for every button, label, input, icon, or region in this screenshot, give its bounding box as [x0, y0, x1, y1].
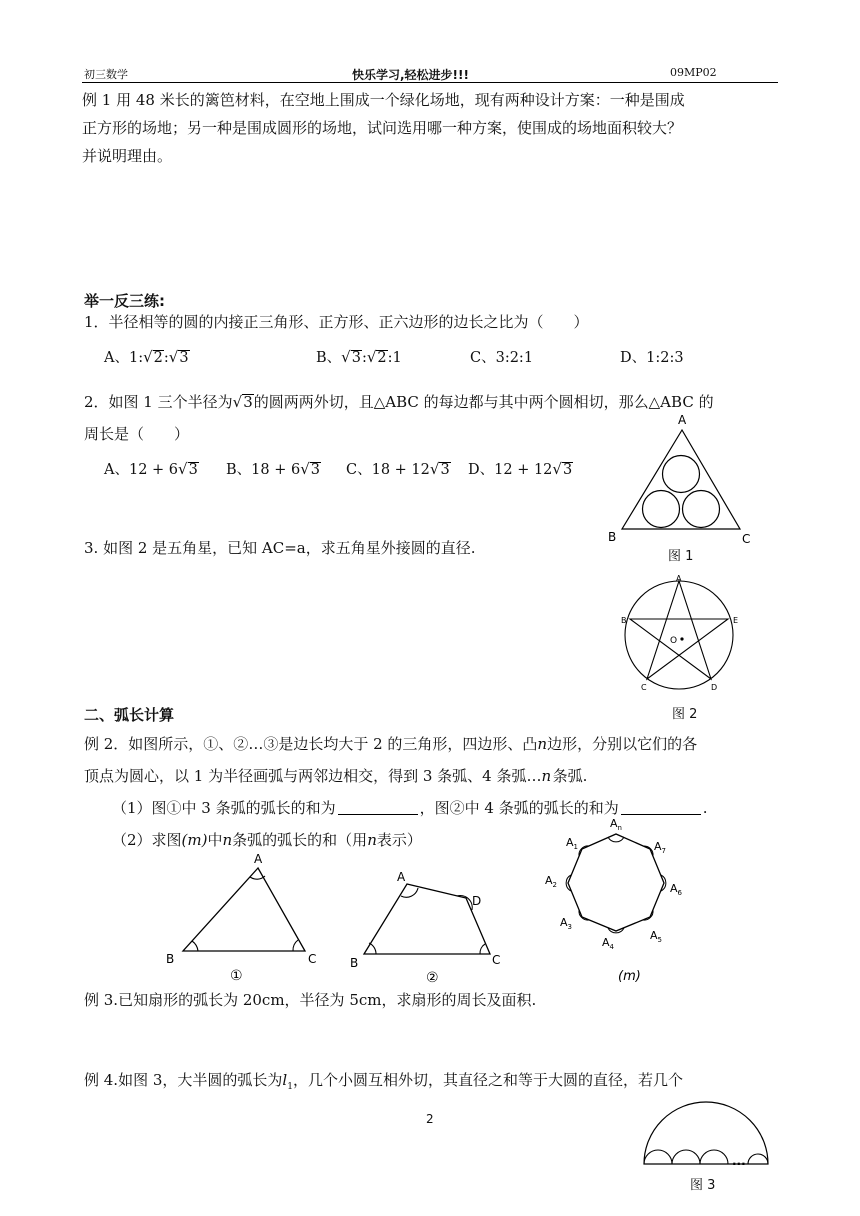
fig1-caption: 图 1 — [668, 549, 694, 564]
q1-option-b: B、√3:√2:1 — [316, 348, 402, 366]
q1-text: 1．半径相等的圆的内接正三角形、正方形、正六边形的边长之比为（ ） — [84, 313, 589, 331]
practice-title: 举一反三练: — [84, 292, 165, 310]
tri-arc-b — [192, 941, 198, 951]
figure-3 — [636, 1098, 776, 1170]
tri-shape — [183, 868, 305, 951]
q2-text-line2: 周长是（ ） — [84, 425, 190, 443]
poly-shape — [568, 834, 664, 931]
poly-label-a5: $A_5$ — [650, 929, 662, 944]
fig1-circle-left — [643, 491, 680, 528]
poly-arc-an — [608, 837, 624, 842]
header-rule — [82, 82, 778, 83]
poly-label-a3: $A_3$ — [560, 916, 572, 931]
quad-label-a: A — [397, 870, 406, 884]
tri-arc-c — [293, 940, 298, 951]
figure-2 — [614, 572, 744, 696]
header-slogan: 快乐学习,轻松进步!!! — [352, 68, 469, 82]
fig3-caption: 图 3 — [690, 1178, 716, 1193]
fig3-small-semicircle-1 — [644, 1150, 672, 1164]
example1-line3: 并说明理由。 — [82, 147, 173, 165]
example2-sub2: （2）求图(m)中n条弧的弧长的和（用n表示） — [112, 831, 422, 849]
poly-label-a1: $A_1$ — [566, 836, 578, 851]
q2-option-c: C、18 + 12√3 — [346, 460, 450, 478]
figure-polygon — [536, 810, 696, 986]
example2-line1: 例 2．如图所示，①、②…③是边长均大于 2 的三角形，四边形、凸n边形，分别以它们的各 — [84, 735, 698, 753]
fig2-star — [630, 581, 728, 679]
fig2-label-a: A — [676, 574, 682, 583]
fig2-caption: 图 2 — [672, 707, 698, 722]
example2-line2: 顶点为圆心，以 1 为半径画弧与两邻边相交，得到 3 条弧、4 条弧…n 条弧. — [84, 767, 588, 785]
fig2-label-b: B — [621, 616, 627, 625]
quad-label-b: B — [350, 956, 359, 970]
fig2-circle — [625, 581, 733, 689]
poly-label-a7: $A_7$ — [654, 840, 666, 855]
header-code: 09MP02 — [670, 66, 717, 79]
poly-label-an: $A_n$ — [610, 817, 622, 832]
q2-option-b: B、18 + 6√3 — [226, 460, 320, 478]
example1-line2: 正方形的场地；另一种是围成圆形的场地，试问选用哪一种方案，使围成的场地面积较大？ — [82, 119, 683, 137]
figure-triangle — [160, 848, 330, 984]
tri-caption: ① — [230, 968, 243, 984]
q2-option-a: A、12 + 6√3 — [104, 460, 198, 478]
fig3-small-semicircle-3 — [700, 1150, 728, 1164]
quad-label-d: D — [472, 894, 482, 908]
quad-arc-c — [480, 944, 485, 954]
fig2-center-dot — [680, 637, 683, 640]
example3-text: 例 3.已知扇形的弧长为 20cm，半径为 5cm，求扇形的周长及面积. — [84, 991, 537, 1009]
q3-text: 3. 如图 2 是五角星，已知 AC=a，求五角星外接圆的直径. — [84, 539, 476, 557]
q1-option-a: A、1:√2:√3 — [104, 348, 189, 366]
q1-option-c: C、3:2:1 — [470, 350, 534, 366]
fig3-dots: ... — [732, 1154, 746, 1168]
section2-title: 二、弧长计算 — [84, 706, 175, 724]
poly-caption: (m) — [618, 969, 641, 984]
fig1-circle-right — [683, 491, 720, 528]
poly-arc-a3 — [579, 910, 589, 920]
figure-quadrilateral — [344, 866, 514, 986]
tri-label-c: C — [308, 952, 317, 966]
fig1-label-b: B — [608, 530, 617, 544]
poly-label-a4: $A_4$ — [602, 936, 614, 951]
tri-label-b: B — [166, 952, 175, 966]
q1-option-d: D、1:2:3 — [620, 350, 684, 366]
quad-label-c: C — [492, 953, 501, 967]
fig3-small-semicircle-2 — [672, 1150, 700, 1164]
example4-text: 例 4.如图 3，大半圆的弧长为$l_1$，几个小圆互相外切，其直径之和等于大圆的直径，若几个 — [84, 1071, 683, 1092]
page-number: 2 — [426, 1112, 434, 1126]
poly-label-a6: $A_6$ — [670, 882, 682, 897]
poly-arc-a5 — [643, 910, 653, 920]
tri-label-a: A — [254, 852, 263, 866]
fig2-label-c: C — [641, 683, 647, 692]
q2-text-line1: 2．如图 1 三个半径为√3的圆两两外切，且△ABC 的每边都与其中两个圆相切，那么△ABC 的 — [84, 393, 714, 411]
poly-label-a2: $A_2$ — [545, 874, 557, 889]
fig2-label-e: E — [733, 616, 739, 625]
fig1-label-c: C — [742, 532, 751, 546]
fig2-label-o: O — [670, 636, 678, 646]
quad-caption: ② — [426, 970, 439, 986]
fig1-circle-top — [663, 456, 700, 493]
header-subject: 初三数学 — [84, 68, 128, 81]
fig1-label-a: A — [678, 413, 687, 427]
example2-sub1: （1）图①中 3 条弧的弧长的和为 ，图②中 4 条弧的弧长的和为 . — [112, 799, 708, 817]
figure-1 — [600, 408, 770, 568]
fig3-big-semicircle — [644, 1102, 768, 1164]
answer-blank-1[interactable] — [338, 800, 418, 815]
example1-line1: 例 1 用 48 米长的篱笆材料，在空地上围成一个绿化场地，现有两种设计方案：一种是围成 — [82, 91, 685, 109]
fig2-label-d: D — [711, 683, 718, 692]
q2-option-d: D、12 + 12√3 — [468, 460, 573, 478]
fig3-small-semicircle-4 — [748, 1154, 768, 1164]
fig1-triangle — [622, 430, 740, 529]
